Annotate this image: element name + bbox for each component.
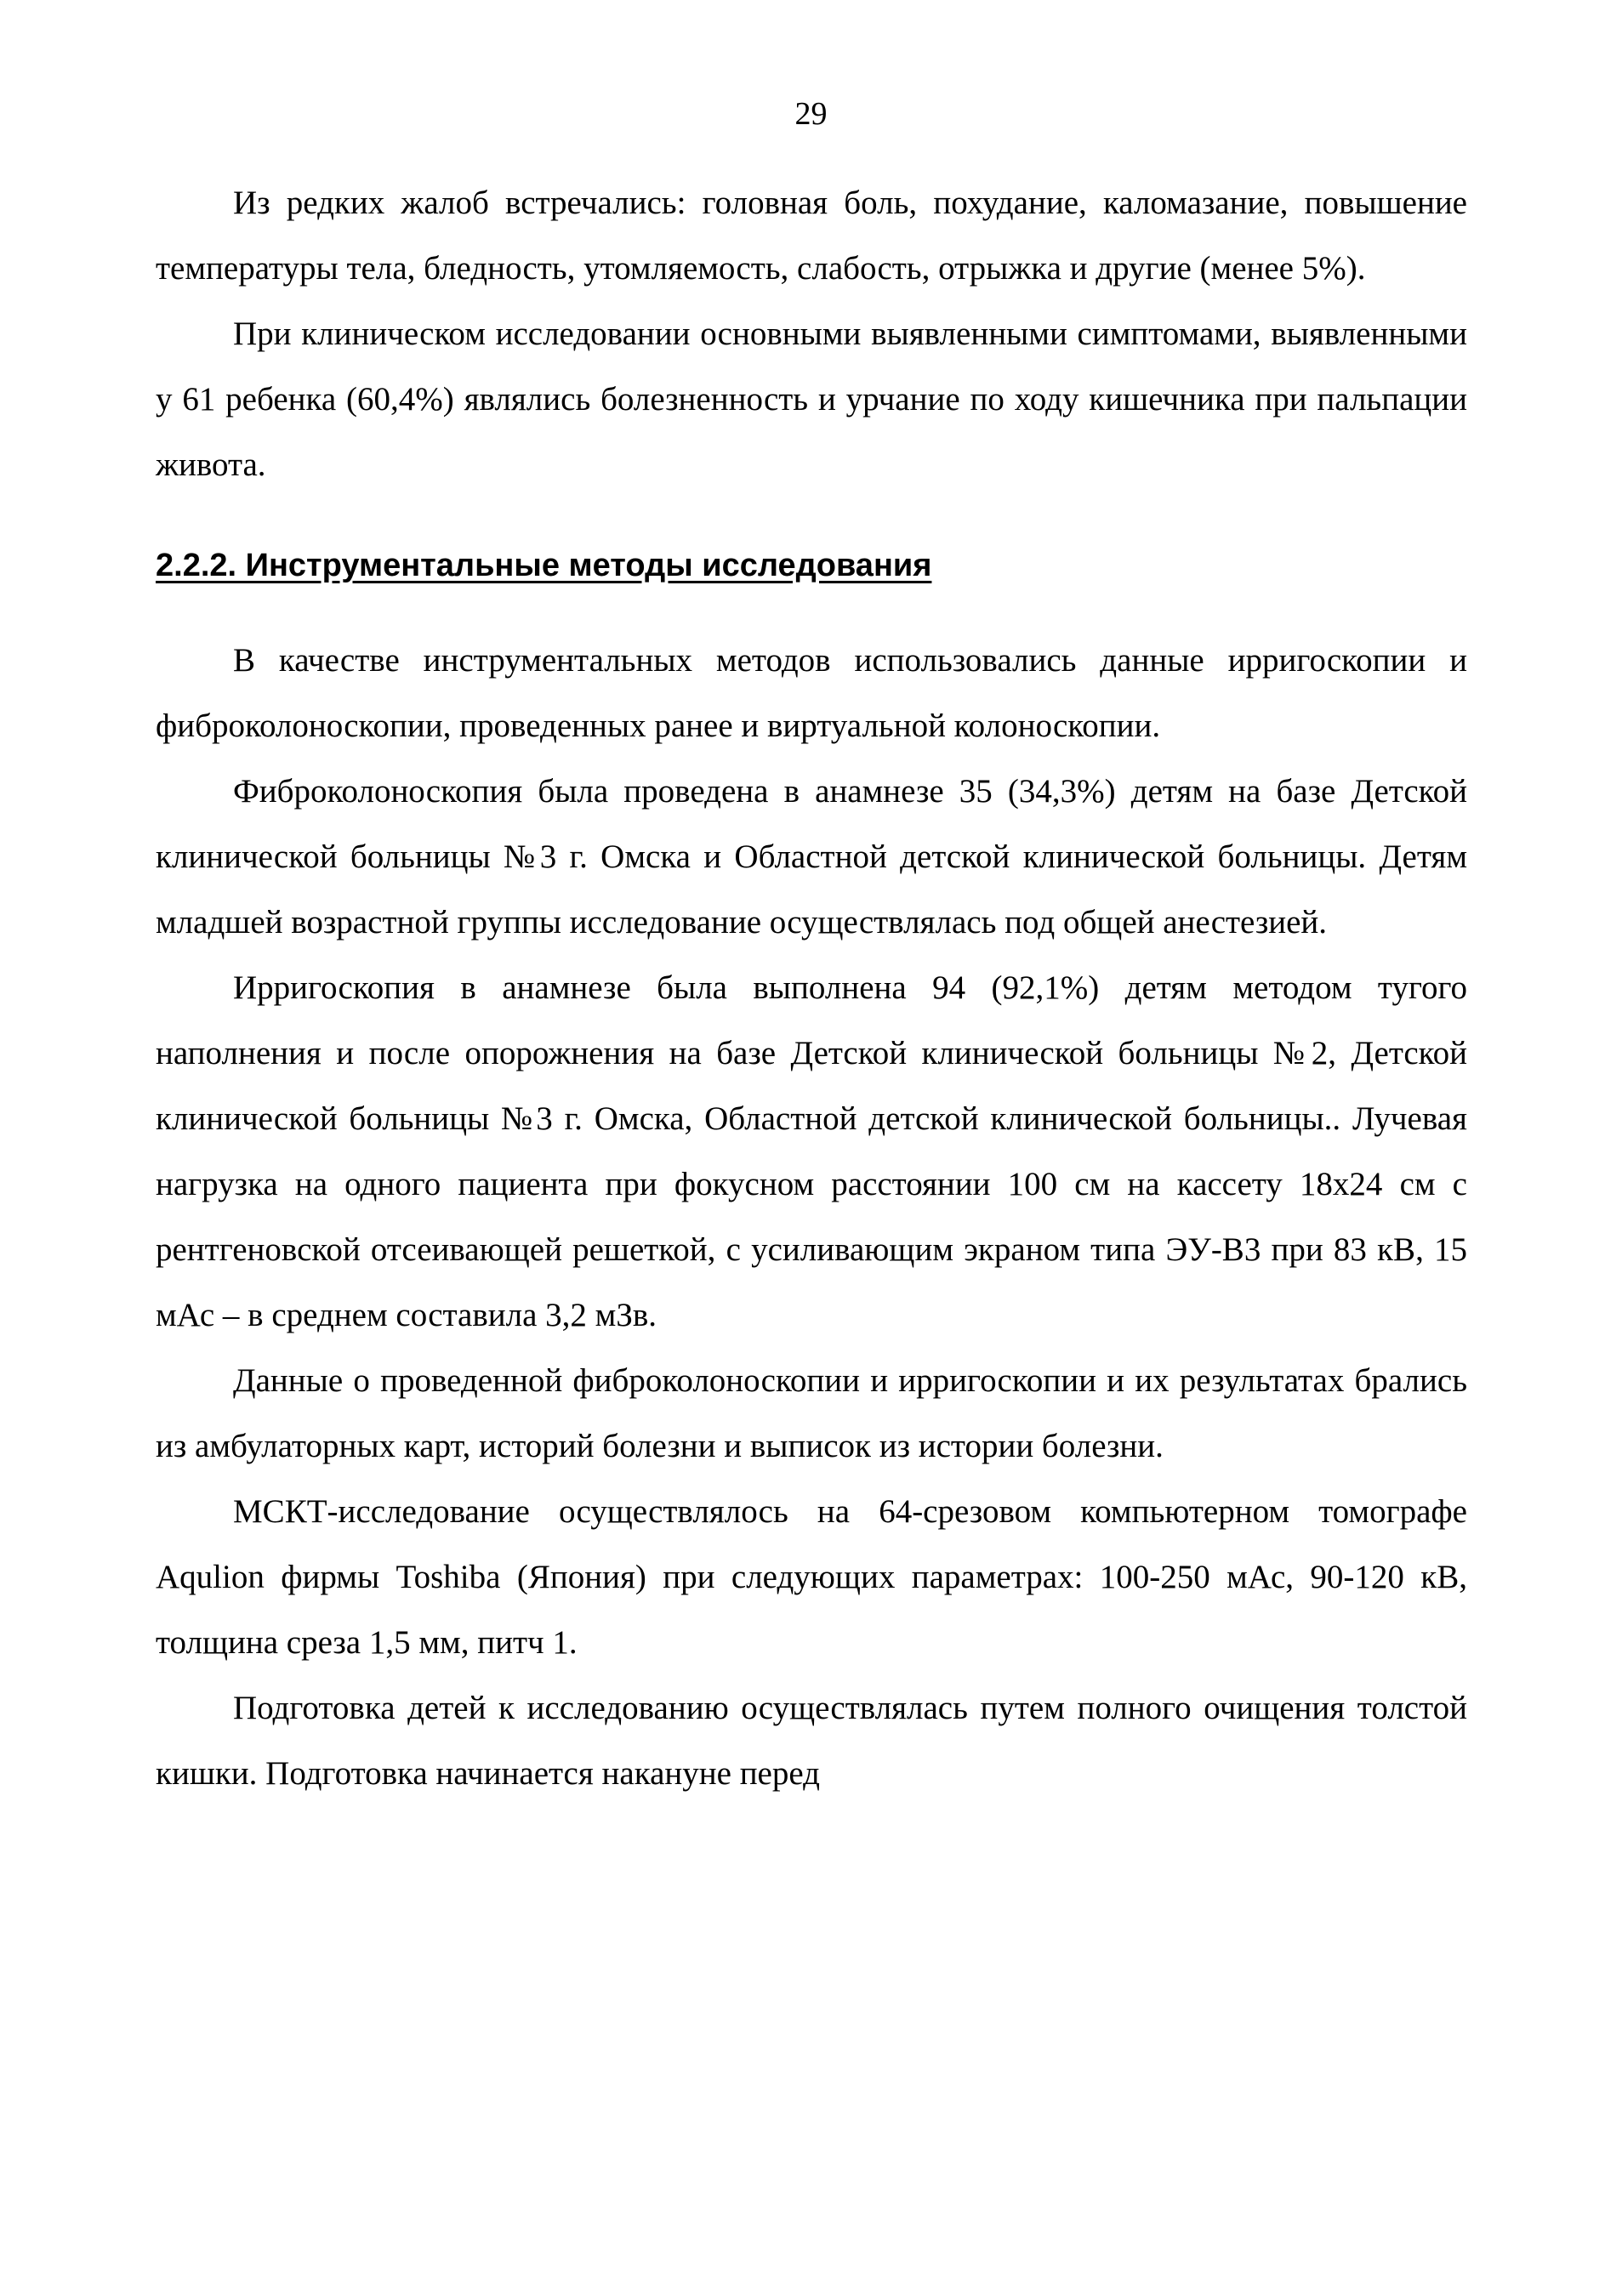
section-heading: 2.2.2. Инструментальные методы исследования — [156, 548, 932, 583]
paragraph-data-sources: Данные о проведенной фиброколоноскопии и ирригоскопии и их результатах брались из амбулаторных карт, историй болезни и выписок из истории болезни. — [156, 1362, 1467, 1464]
paragraph-instrumental-methods: В качестве инструментальных методов использовались данные ирригоскопии и фиброколоноскопии, проведенных ранее и виртуальной колоноскопии. — [156, 642, 1467, 744]
paragraph-irrigoscopy: Ирригоскопия в анамнезе была выполнена 94 (92,1%) детям методом тугого наполнения и после опорожнения на базе Детской клинической больницы №2, Детской клинической больницы №3 г. Омска, Областной детской клинической больницы.. Лучевая нагрузка на одного пациента при фокусном расстоянии 100 см на кассету 18х24 см с рентгеновской отсеивающей решеткой, с усиливающим экраном типа ЭУ-В3 при 83 кВ, 15 мАс – в среднем составила 3,2 мЗв. — [156, 969, 1467, 1333]
page-body — [156, 170, 1467, 1806]
paragraph-clinical-exam: При клиническом исследовании основными выявленными симптомами, выявленными у 61 ребенка (60,4%) являлись болезненность и урчание по ходу кишечника при пальпации живота. — [156, 315, 1467, 483]
page-number: 29 — [794, 96, 828, 132]
paragraph-msct: МСКТ-исследование осуществлялось на 64-срезовом компьютерном томографе Aqulion фирмы Toshiba (Япония) при следующих параметрах: 100-250 мАс, 90-120 кВ, толщина среза 1,5 мм, питч 1. — [156, 1493, 1467, 1661]
paragraph-preparation: Подготовка детей к исследованию осуществлялась путем полного очищения толстой кишки. Подготовка начинается накануне перед — [156, 1690, 1467, 1792]
paragraph-fibrocolonoscopy: Фиброколоноскопия была проведена в анамнезе 35 (34,3%) детям на базе Детской клинической больницы №3 г. Омска и Областной детской клинической больницы. Детям младшей возрастной группы исследование осуществлялась под общей анестезией. — [156, 773, 1467, 941]
paragraph-rare-complaints: Из редких жалоб встречались: головная боль, похудание, каломазание, повышение температуры тела, бледность, утомляемость, слабость, отрыжка и другие (менее 5%). — [156, 185, 1467, 287]
